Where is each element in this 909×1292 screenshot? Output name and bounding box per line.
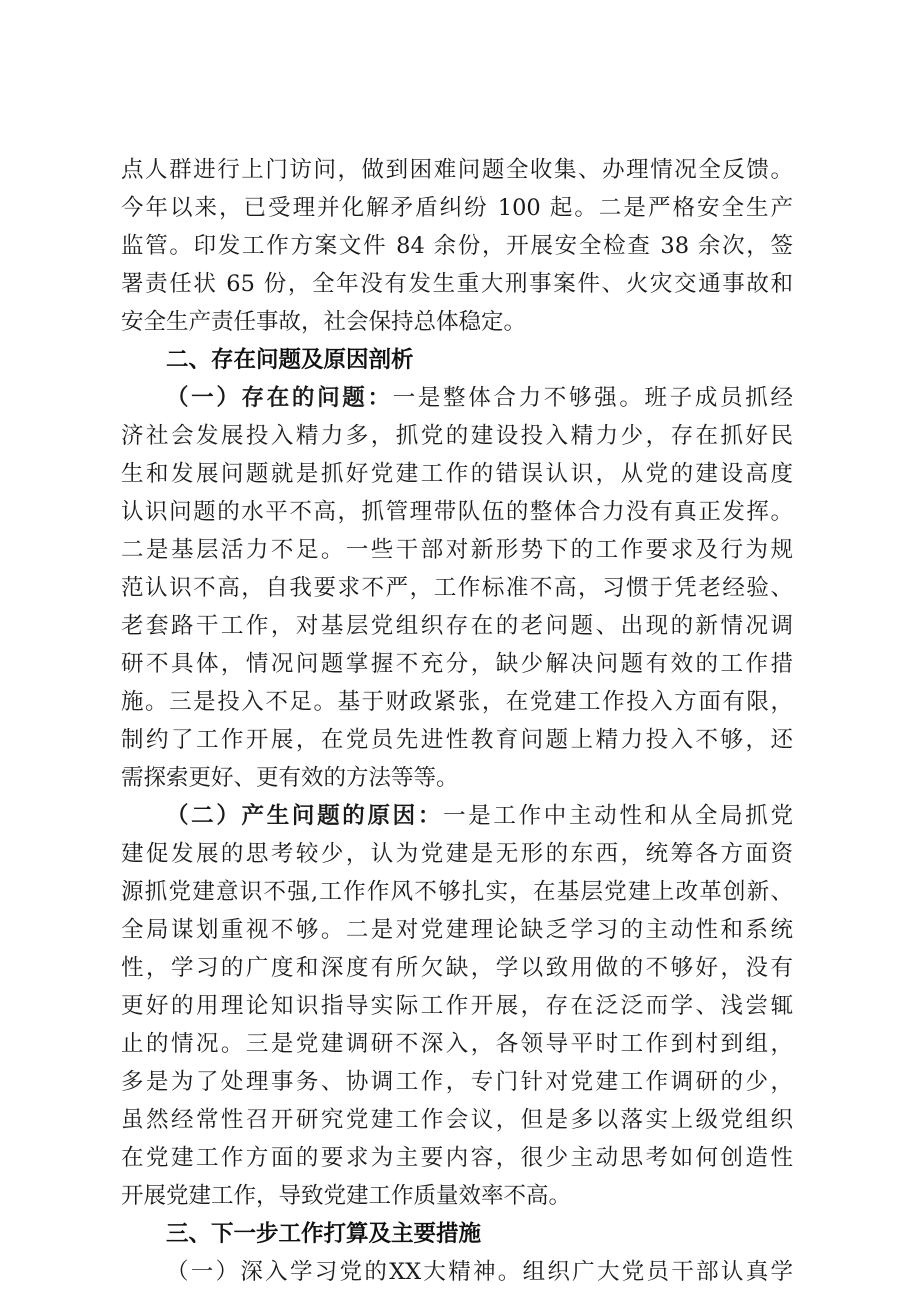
body-line: 安全生产责任事故，社会保持总体稳定。 — [121, 309, 527, 335]
subsection-first-line — [166, 378, 793, 418]
body-line: 开展党建工作，导致党建工作质量效率不高。 — [121, 1183, 572, 1209]
subsection-first-line-text: 一是整体合力不够强。班子成员抓经 — [392, 385, 793, 411]
body-line: 施。三是投入不足。基于财政紧张，在党建工作投入方面有限， — [121, 689, 793, 715]
body-line: 建促发展的思考较少，认为党建是无形的东西，统筹各方面资 — [121, 841, 793, 867]
section-heading: 二、存在问题及原因剖析 — [166, 347, 414, 373]
body-line: 性，学习的广度和深度有所欠缺，学以致用做的不够好，没有 — [121, 955, 793, 981]
body-line: 需探索更好、更有效的方法等等。 — [121, 765, 459, 791]
subsection-first-line-text: 一是工作中主动性和从全局抓党 — [443, 803, 793, 829]
body-line: 多是为了处理事务、协调工作，专门针对党建工作调研的少， — [121, 1069, 793, 1095]
body-line: 制约了工作开展，在党员先进性教育问题上精力投入不够，还 — [121, 727, 793, 753]
body-line: 全局谋划重视不够。二是对党建理论缺乏学习的主动性和系统 — [121, 917, 793, 943]
body-line: 监管。印发工作方案文件 84 余份，开展安全检查 38 余次，签 — [121, 233, 793, 259]
body-line: 更好的用理论知识指导实际工作开展，存在泛泛而学、浅尝辄 — [121, 993, 793, 1019]
section-heading: 三、下一步工作打算及主要措施 — [166, 1221, 482, 1247]
body-line: 点人群进行上门访问，做到困难问题全收集、办理情况全反馈。 — [121, 157, 793, 183]
body-line: 老套路干工作，对基层党组织存在的老问题、出现的新情况调 — [121, 613, 793, 639]
subsection-first-line — [166, 796, 793, 836]
body-line: 虽然经常性召开研究党建工作会议，但是多以落实上级党组织 — [121, 1107, 793, 1133]
body-line: 济社会发展投入精力多，抓党的建设投入精力少，存在抓好民 — [121, 423, 793, 449]
body-line: 研不具体，情况问题掌握不充分，缺少解决问题有效的工作措 — [121, 651, 793, 677]
body-line: 止的情况。三是党建调研不深入，各领导平时工作到村到组， — [121, 1031, 793, 1057]
body-line: 署责任状 65 份，全年没有发生重大刑事案件、火灾交通事故和 — [121, 271, 793, 297]
subsection-title: （一）存在的问题： — [166, 385, 393, 411]
body-line: 今年以来，已受理并化解矛盾纠纷 100 起。二是严格安全生产 — [121, 195, 793, 221]
body-line: 范认识不高，自我要求不严，工作标准不高，习惯于凭老经验、 — [121, 575, 793, 601]
body-line: 在党建工作方面的要求为主要内容，很少主动思考如何创造性 — [121, 1145, 793, 1171]
subsection-title: （二）产生问题的原因： — [166, 803, 444, 829]
body-line: （一）深入学习党的XX大精神。组织广大党员干部认真学 — [166, 1259, 793, 1285]
body-line: 源抓党建意识不强,工作作风不够扎实，在基层党建上改革创新、 — [121, 879, 793, 905]
body-line: 生和发展问题就是抓好党建工作的错误认识，从党的建设高度 — [121, 461, 793, 487]
body-line: 二是基层活力不足。一些干部对新形势下的工作要求及行为规 — [121, 537, 793, 563]
body-line: 认识问题的水平不高，抓管理带队伍的整体合力没有真正发挥。 — [121, 499, 793, 525]
